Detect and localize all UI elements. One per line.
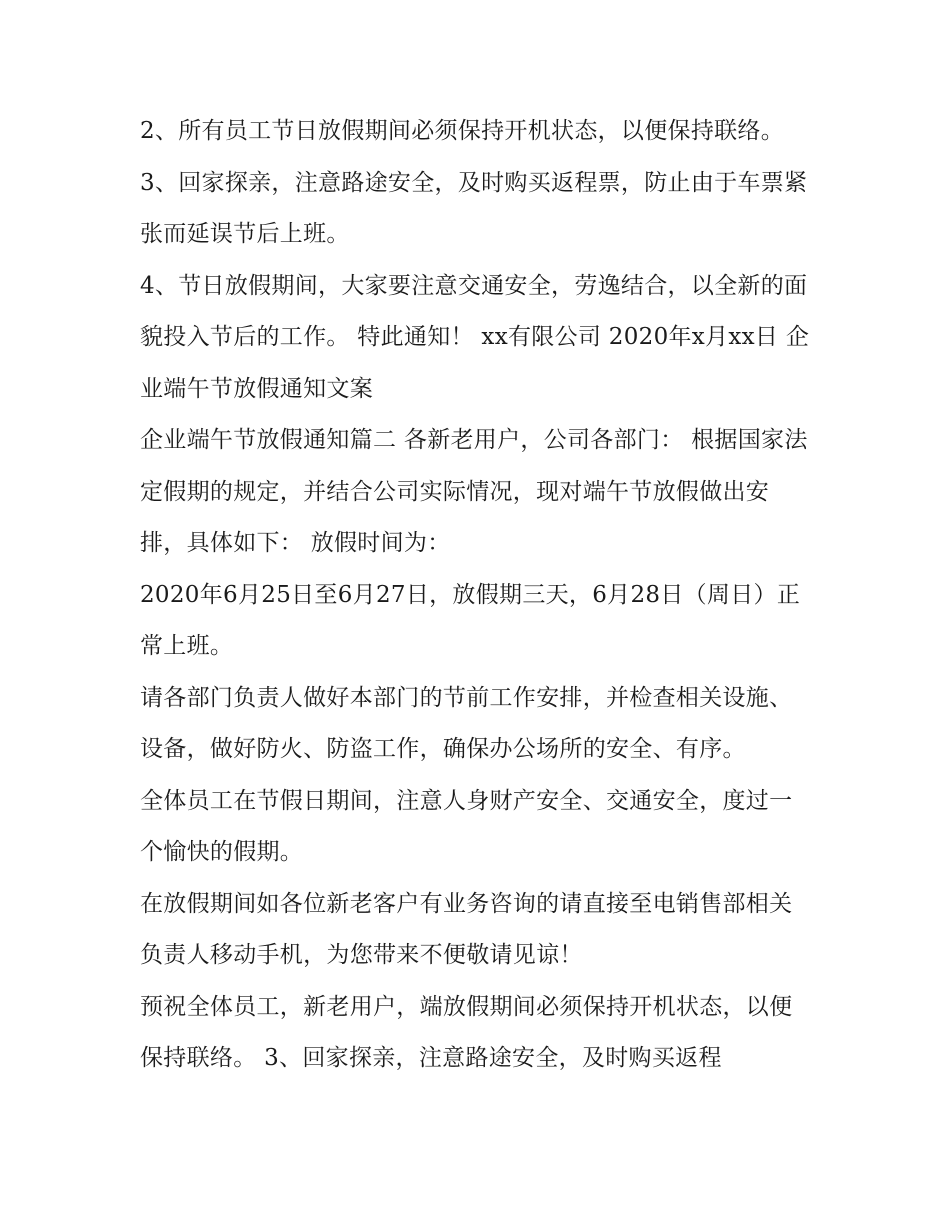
paragraph-4: 2020年6月25日至6月27日，放假期三天，6月28日（周日）正常上班。 [140, 581, 801, 659]
paragraph-1: 2、所有员工节日放假期间必须保持开机状态，以便保持联络。 3、回家探亲，注意路途安全，及时购买返程票，防止由于车票紧张而延误节后上班。 [140, 118, 808, 247]
paragraph-8: 预祝全体员工，新老用户，端放假期间必须保持开机状态，以便保持联络。 3、回家探亲，注意路途安全，及时购买返程 [140, 993, 793, 1071]
paragraph-5: 请各部门负责人做好本部门的节前工作安排，并检查相关设施、设备，做好防火、防盗工作，确保办公场所的安全、有序。 [140, 684, 793, 762]
paragraph-6: 全体员工在节假日期间，注意人身财产安全、交通安全，度过一个愉快的假期。 [140, 787, 793, 865]
document-body [140, 106, 815, 1085]
paragraph-7: 在放假期间如各位新老客户有业务咨询的请直接至电销售部相关负责人移动手机，为您带来不便敬请见谅！ [140, 890, 793, 968]
paragraph-3: 企业端午节放假通知篇二 各新老用户，公司各部门： 根据国家法定假期的规定，并结合公司实际情况，现对端午节放假做出安排，具体如下： 放假时间为： [140, 427, 808, 556]
paragraph-2: 4、节日放假期间，大家要注意交通安全，劳逸结合，以全新的面貌投入节后的工作。 特此通知！ xx有限公司 2020年x月xx日 企业端午节放假通知文案 [140, 272, 810, 402]
